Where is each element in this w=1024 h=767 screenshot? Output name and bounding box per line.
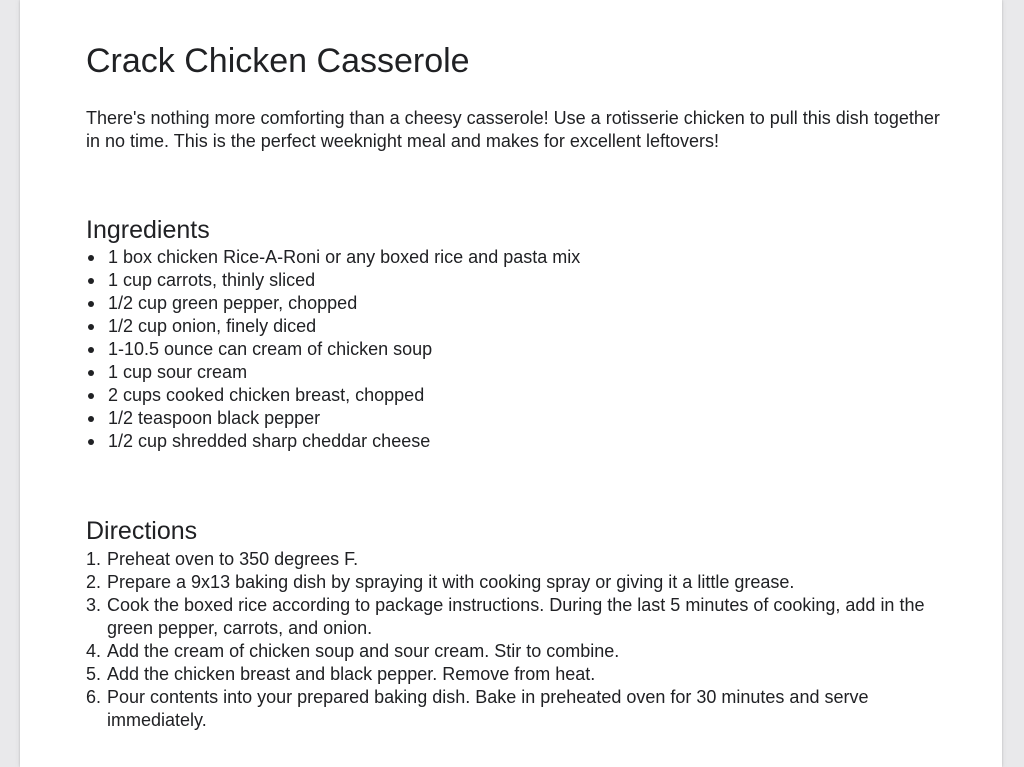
step-number: 3.	[86, 595, 102, 615]
direction-step	[86, 640, 946, 663]
step-number: 6.	[86, 687, 102, 707]
step-text: Add the chicken breast and black pepper. Remove from heat.	[107, 664, 596, 684]
ingredient-item: 1/2 cup shredded sharp cheddar cheese	[86, 430, 580, 453]
step-number: 4.	[86, 641, 102, 661]
directions-list	[86, 548, 946, 732]
step-text: Pour contents into your prepared baking dish. Bake in preheated oven for 30 minutes and serve immediately.	[107, 687, 869, 730]
recipe-title: Crack Chicken Casserole	[86, 42, 470, 80]
step-text: Preheat oven to 350 degrees F.	[107, 549, 359, 569]
step-number: 2.	[86, 572, 102, 592]
ingredients-heading: Ingredients	[86, 216, 210, 244]
direction-step	[86, 663, 946, 686]
ingredient-item: 1 box chicken Rice-A-Roni or any boxed rice and pasta mix	[86, 246, 580, 269]
direction-step	[86, 548, 946, 571]
ingredient-item: 1/2 teaspoon black pepper	[86, 407, 580, 430]
direction-step	[86, 571, 946, 594]
ingredient-item: 1/2 cup green pepper, chopped	[86, 292, 580, 315]
ingredient-item: 1 cup carrots, thinly sliced	[86, 269, 580, 292]
ingredient-item: 1/2 cup onion, finely diced	[86, 315, 580, 338]
ingredient-item: 1-10.5 ounce can cream of chicken soup	[86, 338, 580, 361]
step-text: Add the cream of chicken soup and sour cream. Stir to combine.	[107, 641, 620, 661]
recipe-intro: There's nothing more comforting than a cheesy casserole! Use a rotisserie chicken to pull this dish together in no time. This is the perfect weeknight meal and makes for excellent leftovers!	[86, 108, 940, 151]
direction-step	[86, 594, 946, 640]
direction-step	[86, 686, 946, 732]
document-page	[20, 0, 1002, 767]
step-text: Prepare a 9x13 baking dish by spraying it with cooking spray or giving it a little grease.	[107, 572, 795, 592]
ingredient-item: 1 cup sour cream	[86, 361, 580, 384]
ingredients-list	[86, 246, 580, 453]
ingredient-item: 2 cups cooked chicken breast, chopped	[86, 384, 580, 407]
directions-heading: Directions	[86, 517, 198, 545]
step-number: 5.	[86, 664, 102, 684]
step-number: 1.	[86, 549, 102, 569]
step-text: Cook the boxed rice according to package instructions. During the last 5 minutes of cooking, add in the green pepper, carrots, and onion.	[107, 595, 925, 638]
